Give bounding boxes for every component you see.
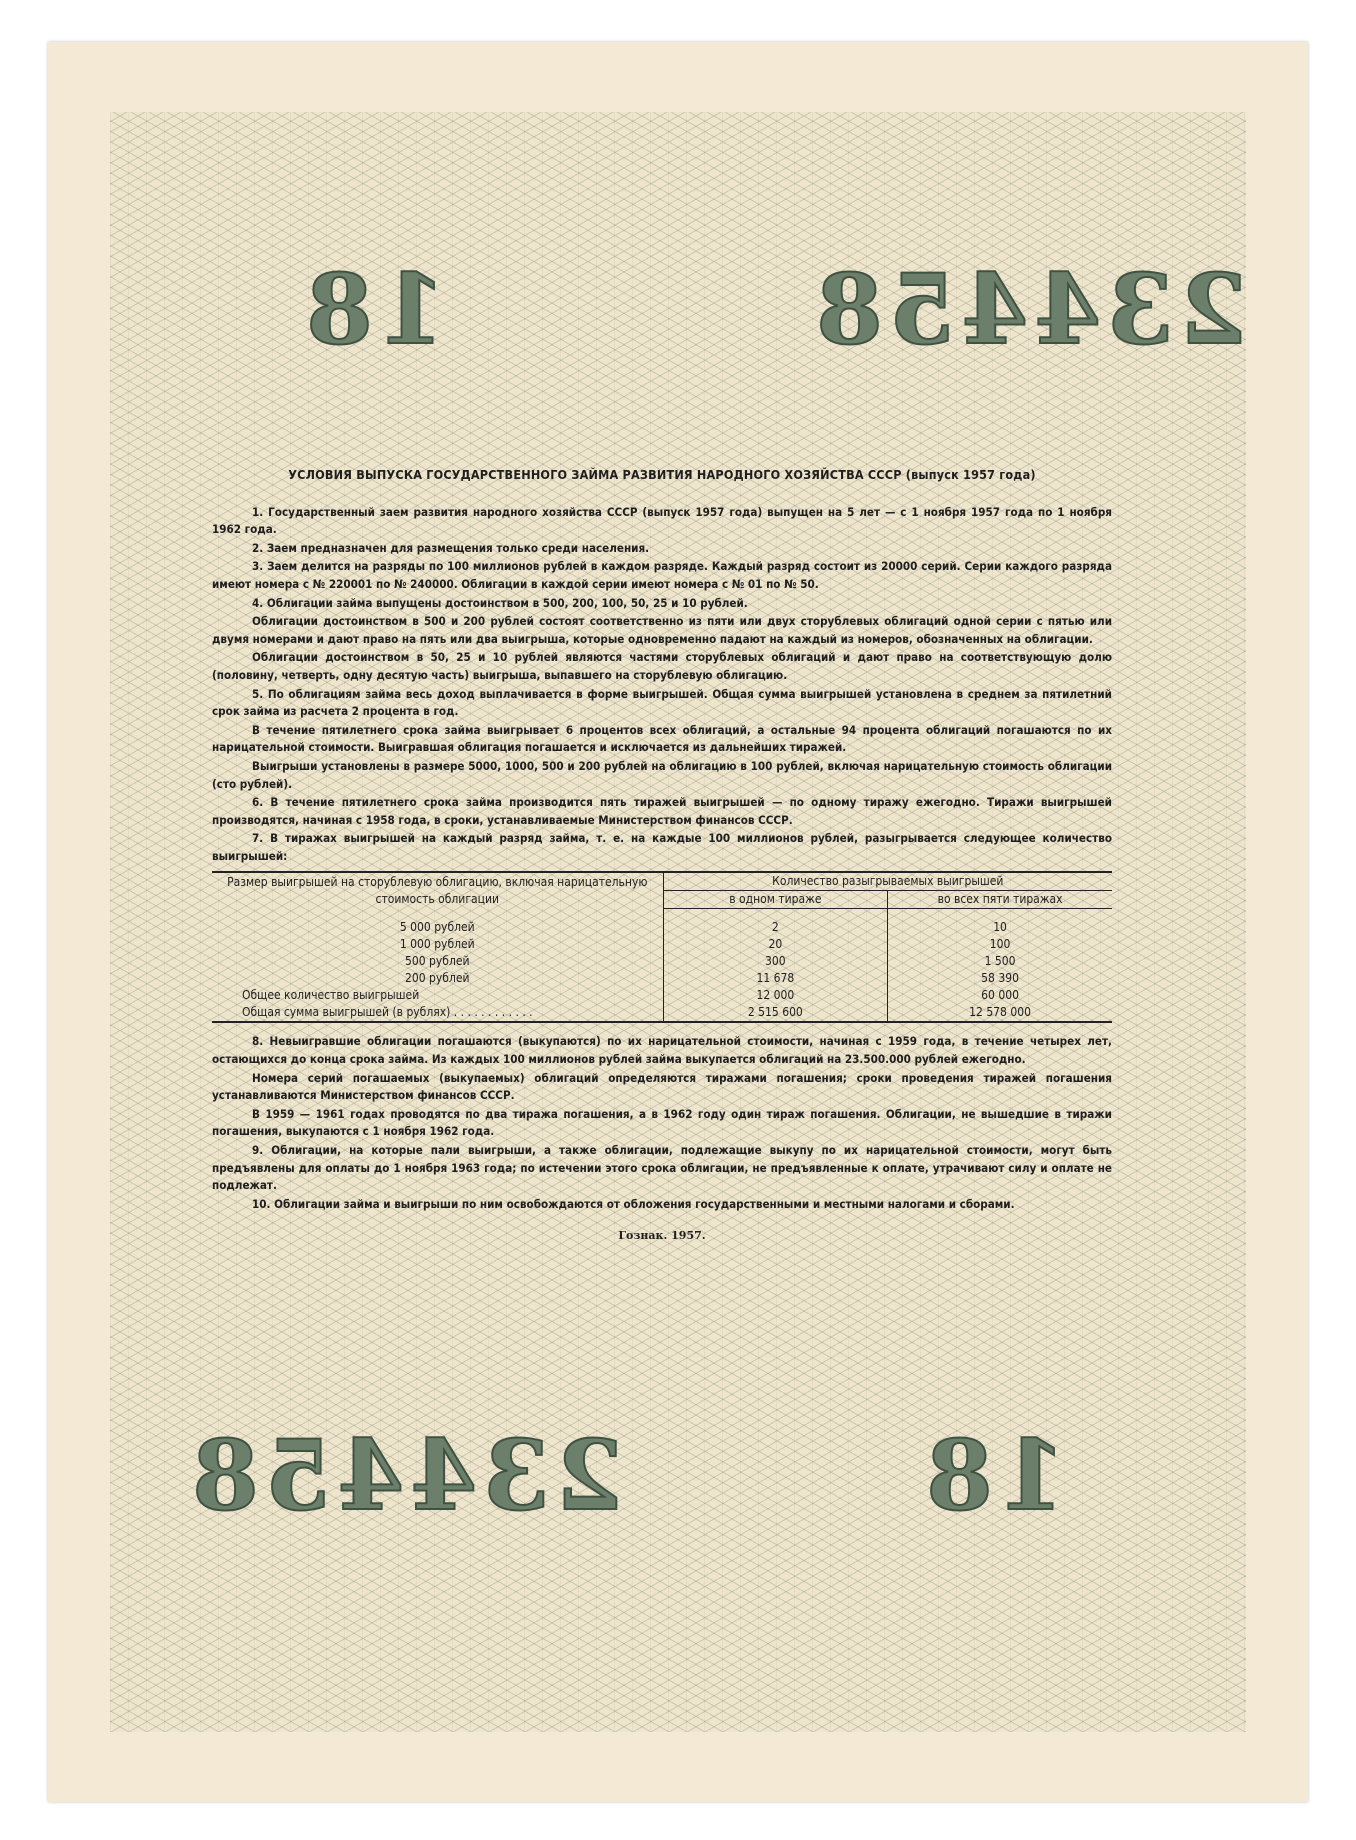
table-row [212,936,1112,953]
terms-paragraph: 10. Облигации займа и выигрыши по ним освобождаются от обложения государственными и местными налогами и сборами. [252,1196,1015,1211]
prize-amount: 1 000 рублей [212,936,663,953]
table-row [212,970,1112,987]
count-one-draw: 300 [663,953,888,970]
series-number-top: 18 [300,253,446,366]
count-all-draws: 10 [993,920,1007,935]
all-draws-header: во всех пяти тиражах [888,891,1112,909]
one-draw-header: в одном тираже [663,891,888,909]
table-row-total [212,1004,1112,1022]
prize-table [212,871,1112,1023]
terms-paragraph: 4. Облигации займа выпущены достоинством в 500, 200, 100, 50, 25 и 10 рублей. [252,595,748,610]
printer-imprint: Гознак. 1957. [618,1229,706,1243]
terms-paragraph: 3. Заем делится на разряды по 100 миллионов рублей в каждом разряде. Каждый разряд состоит из 20000 серий. Серии каждого разряда имеют номера с № 220001 по № 240000. Облигации в каждой серии имеют номера с № 01 по № 50. [212,559,1112,591]
terms-paragraph: Номера серий погашаемых (выкупаемых) облигаций определяются тиражами погашения; сроки проведения тиражей погашения устанавливаются Министерством финансов СССР. [212,1070,1112,1103]
serial-number-bottom: 234458 [186,1419,623,1532]
prize-amount: 5 000 рублей [212,919,663,936]
table-row-total [212,987,1112,1004]
terms-paragraph: Облигации достоинством в 50, 25 и 10 рублей являются частями сторублевых облигаций и дают право на соответствующую долю (половину, четверть, одну десятую часть) выигрыша, выпавшего на сторублевую облигацию. [212,650,1112,682]
count-all-draws: 1 500 [984,954,1016,969]
prize-amount: 500 рублей [212,953,663,970]
terms-paragraph: 5. По облигациям займа весь доход выплачивается в форме выигрышей. Общая сумма выигрышей установлена в среднем за пятилетний срок займа из расчета 2 процента в год. [212,686,1112,719]
total-label: Общее количество выигрышей [212,987,663,1004]
terms-paragraph: Выигрыши установлены в размере 5000, 1000, 500 и 200 рублей на облигацию в 100 рублей, включая нарицательную стоимость облигации (сто рублей). [212,758,1112,791]
total-one-draw: 2 515 600 [663,1004,888,1022]
count-all-draws: 58 390 [981,971,1019,986]
series-number-bottom: 18 [920,1419,1066,1532]
terms-paragraph: Облигации достоинством в 500 и 200 рублей состоят соответственно из пяти или двух сторублевых облигаций одной серии с пятью или двумя номерами и дают право на пять или два выигрыша, которые одновременно падают на каждый из номеров, обозначенных на облигации. [212,614,1112,646]
total-all-draws: 60 000 [981,988,1019,1003]
terms-paragraph: 8. Невыигравшие облигации погашаются (выкупаются) по их нарицательной стоимости, начиная с 1959 года, в течение четырех лет, остающихся до конца срока займа. Из каждых 100 миллионов рублей займа выкупается облигаций на 23.500.000 рублей ежегодно. [212,1034,1112,1067]
loan-terms [212,466,1112,1245]
terms-paragraph: В течение пятилетнего срока займа выигрывает 6 процентов всех облигаций, а остальные 94 процента облигаций погашаются по их нарицательной стоимости. Выигравшая облигация погашается и исключается из дальнейших тиражей. [212,722,1112,755]
total-one-draw: 12 000 [663,987,888,1004]
prize-amount: 200 рублей [212,970,663,987]
terms-paragraph: 6. В течение пятилетнего срока займа производится пять тиражей выигрышей — по одному тиражу ежегодно. Тиражи выигрышей производятся, начиная с 1958 года, в сроки, устанавливаемые Министерством финансов СССР. [212,795,1112,827]
prize-size-header: Размер выигрышей на сторублевую облигацию, включая нарицательную стоимость облигации [212,872,663,909]
terms-paragraph: 1. Государственный заем развития народного хозяйства СССР (выпуск 1957 года) выпущен на 5 лет — с 1 ноября 1957 года по 1 ноября 1962 года. [212,504,1112,537]
serial-number-top: 234458 [810,253,1247,366]
table-row [212,953,1112,970]
prize-count-header: Количество разыгрываемых выигрышей [663,872,1112,891]
count-one-draw: 11 678 [663,970,888,987]
terms-paragraph: 7. В тиражах выигрышей на каждый разряд займа, т. е. на каждые 100 миллионов рублей, разыгрывается следующее количество выигрышей: [212,831,1112,863]
terms-paragraph: В 1959 — 1961 годах проводятся по два тиража погашения, а в 1962 году один тираж погашения. Облигации, не вышедшие в тиражи погашения, выкупаются с 1 ноября 1962 года. [212,1106,1112,1139]
table-row [212,919,1112,936]
terms-paragraph: 9. Облигации, на которые пали выигрыши, а также облигации, подлежащие выкупу по их нарицательной стоимости, могут быть предъявлены для оплаты до 1 ноября 1963 года; по истечении этого срока облигации, не предъявленные к оплате, утрачивают силу и оплате не подлежат. [212,1143,1112,1193]
terms-paragraph: 2. Заем предназначен для размещения только среди населения. [252,540,650,555]
total-all-draws: 12 578 000 [888,1004,1112,1022]
count-all-draws: 100 [989,937,1011,952]
count-one-draw: 2 [663,919,888,936]
terms-title: УСЛОВИЯ ВЫПУСКА ГОСУДАРСТВЕННОГО ЗАЙМА РАЗВИТИЯ НАРОДНОГО ХОЗЯЙСТВА СССР (выпуск 1957 года) [288,467,1036,482]
count-one-draw: 20 [663,936,888,953]
total-label: Общая сумма выигрышей (в рублях) . . . . . . . . . . . . [212,1004,663,1022]
